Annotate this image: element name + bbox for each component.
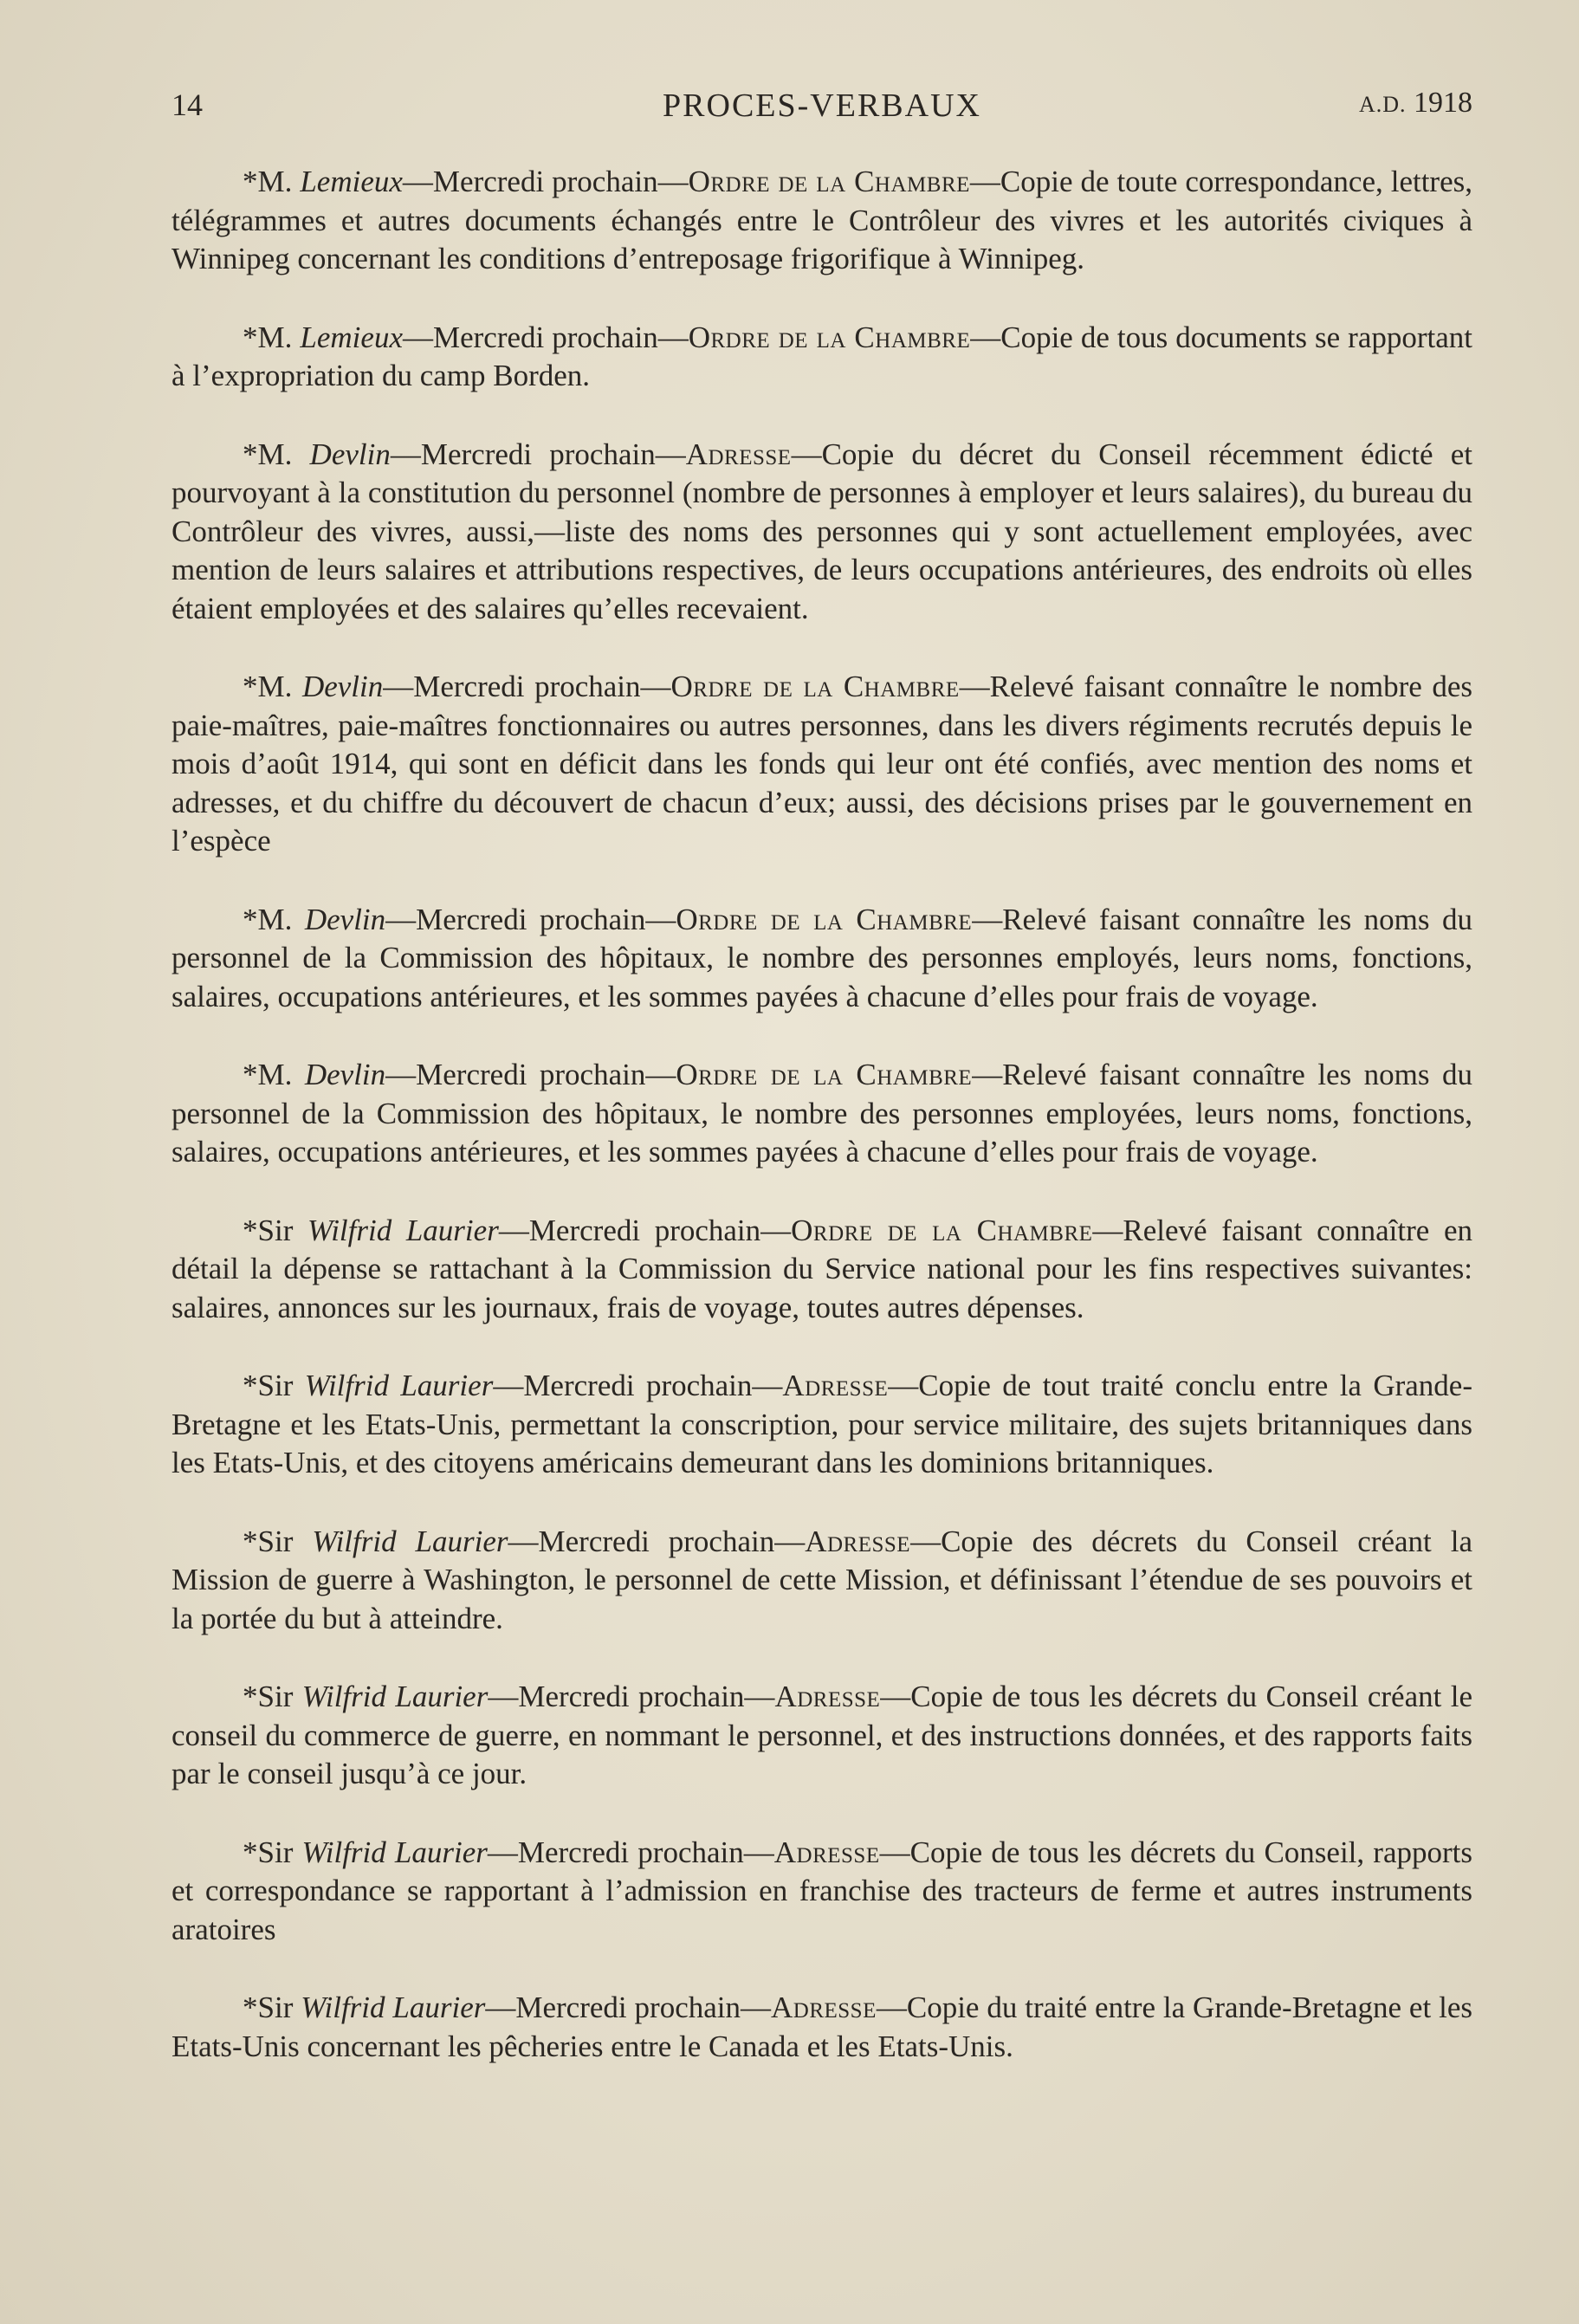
member-name: Devlin bbox=[301, 670, 384, 703]
motion-marker: * bbox=[243, 1835, 258, 1869]
motion-text: —Copie de tous les décrets du Conseil créant le conseil du commerce de guerre, en nommant le personnel, et des instructions données, et des rapports faits par le conseil jusqu’à ce jour. bbox=[171, 1680, 1472, 1790]
motion-type: Ordre de la Chambre bbox=[676, 1058, 973, 1091]
member-title: Sir bbox=[257, 1680, 294, 1713]
member-name: Wilfrid Laurier bbox=[301, 1835, 488, 1869]
motion-date: —Mercredi prochain— bbox=[390, 437, 686, 471]
member-name: Wilfrid Laurier bbox=[301, 1680, 489, 1713]
motion-entry bbox=[171, 436, 1472, 629]
motion-entry bbox=[171, 1989, 1472, 2066]
page-number: 14 bbox=[171, 87, 203, 122]
motion-marker: * bbox=[243, 670, 258, 703]
motion-text: —Copie de tous les décrets du Conseil, rapports et correspondance se rapportant à l’admission en franchise des tracteurs de ferme et autres instruments aratoires bbox=[171, 1835, 1472, 1946]
motion-text: —Copie du décret du Conseil récemment édicté et pourvoyant à la constitution du personnel (nombre de personnes à employer et leurs salaires), du bureau du Contrôleur des vivres, aussi,—liste des noms des personnes qui y sont actuellement employées, avec mention de leurs salaires et attributions respectives, de leurs occupations antérieures, des endroits où elles étaient employées et des salaires qu’elles recevaient. bbox=[171, 437, 1473, 625]
member-name: Wilfrid Laurier bbox=[307, 1213, 499, 1247]
motion-text: —Copie de tous documents se rapportant à l’expropriation du camp Borden. bbox=[171, 320, 1472, 392]
year-prefix: A.D. bbox=[1358, 92, 1407, 117]
motion-type: Ordre de la Chambre bbox=[676, 902, 973, 936]
motion-text: —Relevé faisant connaître les noms du personnel de la Commission des hôpitaux, le nombre des personnes employés, leurs noms, fonctions, salaires, occupations antérieures, et les sommes payées à chacune d’elles pour frais de voyage. bbox=[171, 902, 1472, 1013]
motion-date: —Mercredi prochain— bbox=[385, 1058, 676, 1091]
motion-type: Ordre de la Chambre bbox=[670, 670, 960, 703]
member-title: M. bbox=[257, 670, 293, 703]
motion-text: —Relevé faisant connaître les noms du personnel de la Commission des hôpitaux, le nombre des personnes employées, leurs noms, fonctions, salaires, occupations antérieures, et les sommes payées à chacune d’elles pour frais de voyage. bbox=[171, 1058, 1472, 1168]
running-title: PROCES-VERBAUX bbox=[663, 87, 981, 124]
motion-date: —Mercredi prochain— bbox=[385, 902, 676, 936]
motion-text: —Copie des décrets du Conseil créant la Mission de guerre à Washington, le personnel de cette Mission, et définissant l’étendue de ses pouvoirs et la portée du but à atteindre. bbox=[171, 1524, 1472, 1635]
motion-date: —Mercredi prochain— bbox=[493, 1369, 783, 1402]
member-title: M. bbox=[257, 320, 293, 354]
member-name: Devlin bbox=[309, 437, 391, 471]
member-name: Lemieux bbox=[300, 320, 403, 354]
motion-list bbox=[171, 163, 1472, 2106]
member-title: M. bbox=[257, 165, 293, 198]
year-value: 1918 bbox=[1414, 87, 1472, 119]
member-title: Sir bbox=[257, 1524, 294, 1558]
motion-text: —Copie de toute correspondance, lettres, télégrammes et autres documents échangés entre le Contrôleur des vivres et les autorités civiques à Winnipeg concernant les conditions d’entreposage frigorifique à Winnipeg. bbox=[171, 165, 1472, 275]
motion-type: Adresse bbox=[774, 1680, 881, 1713]
motion-entry bbox=[171, 1523, 1472, 1639]
member-name: Wilfrid Laurier bbox=[304, 1369, 494, 1402]
motion-date: —Mercredi prochain— bbox=[402, 320, 689, 354]
motion-type: Adresse bbox=[685, 437, 792, 471]
motion-type: Ordre de la Chambre bbox=[688, 165, 970, 198]
member-title: Sir bbox=[257, 1213, 294, 1247]
member-title: M. bbox=[257, 437, 293, 471]
motion-entry bbox=[171, 1056, 1472, 1172]
page-year bbox=[1359, 87, 1472, 120]
motion-entry bbox=[171, 319, 1472, 396]
motion-entry bbox=[171, 1678, 1472, 1794]
motion-type: Adresse bbox=[782, 1369, 889, 1402]
motion-type: Adresse bbox=[773, 1835, 880, 1869]
motion-marker: * bbox=[243, 1524, 258, 1558]
motion-date: —Mercredi prochain— bbox=[488, 1680, 775, 1713]
motion-type: Ordre de la Chambre bbox=[791, 1213, 1093, 1247]
page-header bbox=[171, 87, 1472, 139]
motion-date: —Mercredi prochain— bbox=[498, 1213, 792, 1247]
motion-marker: * bbox=[243, 902, 258, 936]
motion-marker: * bbox=[243, 1058, 258, 1091]
motion-marker: * bbox=[243, 1991, 258, 2024]
motion-text: —Relevé faisant connaître en détail la dépense se rattachant à la Commission du Service national pour les fins respectives suivantes: salaires, annonces sur les journaux, frais de voyage, toutes autres dépenses. bbox=[171, 1213, 1472, 1324]
motion-entry bbox=[171, 668, 1472, 861]
motion-type: Adresse bbox=[770, 1991, 877, 2024]
member-name: Devlin bbox=[304, 902, 386, 936]
member-title: M. bbox=[257, 902, 293, 936]
motion-marker: * bbox=[243, 1369, 258, 1402]
member-name: Wilfrid Laurier bbox=[301, 1991, 486, 2024]
motion-type: Adresse bbox=[805, 1524, 911, 1558]
motion-marker: * bbox=[243, 165, 258, 198]
motion-entry bbox=[171, 901, 1472, 1017]
motion-entry bbox=[171, 1212, 1472, 1328]
motion-entry bbox=[171, 163, 1472, 279]
member-title: M. bbox=[257, 1058, 293, 1091]
member-title: Sir bbox=[257, 1835, 294, 1869]
motion-date: —Mercredi prochain— bbox=[402, 165, 689, 198]
motion-entry bbox=[171, 1367, 1472, 1483]
member-title: Sir bbox=[257, 1369, 294, 1402]
member-name: Wilfrid Laurier bbox=[312, 1524, 508, 1558]
motion-text: —Copie du traité entre la Grande-Bretagne et les Etats-Unis concernant les pêcheries entre le Canada et les Etats-Unis. bbox=[171, 1991, 1472, 2063]
motion-date: —Mercredi prochain— bbox=[487, 1835, 774, 1869]
motion-date: —Mercredi prochain— bbox=[508, 1524, 806, 1558]
motion-marker: * bbox=[243, 1680, 258, 1713]
member-title: Sir bbox=[257, 1991, 294, 2024]
motion-marker: * bbox=[243, 437, 258, 471]
motion-date: —Mercredi prochain— bbox=[485, 1991, 771, 2024]
motion-text: —Relevé faisant connaître le nombre des paie-maîtres, paie-maîtres fonctionnaires ou autres personnes, dans les divers régiments recrutés depuis le mois d’août 1914, qui sont en déficit dans les fonds qui leur ont été confiés, avec mention des noms et adresses, et du chiffre du découvert de chacun d’eux; aussi, des décisions prises par le gouvernement en l’espèce bbox=[171, 670, 1473, 858]
motion-marker: * bbox=[243, 1213, 258, 1247]
motion-text: —Copie de tout traité conclu entre la Grande-Bretagne et les Etats-Unis, permettant la conscription, pour service militaire, des sujets britanniques dans les Etats-Unis, et des citoyens américains demeurant dans les dominions britanniques. bbox=[171, 1369, 1472, 1479]
motion-marker: * bbox=[243, 320, 258, 354]
motion-type: Ordre de la Chambre bbox=[688, 320, 971, 354]
member-name: Devlin bbox=[304, 1058, 386, 1091]
member-name: Lemieux bbox=[300, 165, 403, 198]
motion-date: —Mercredi prochain— bbox=[383, 670, 671, 703]
motion-entry bbox=[171, 1834, 1472, 1950]
